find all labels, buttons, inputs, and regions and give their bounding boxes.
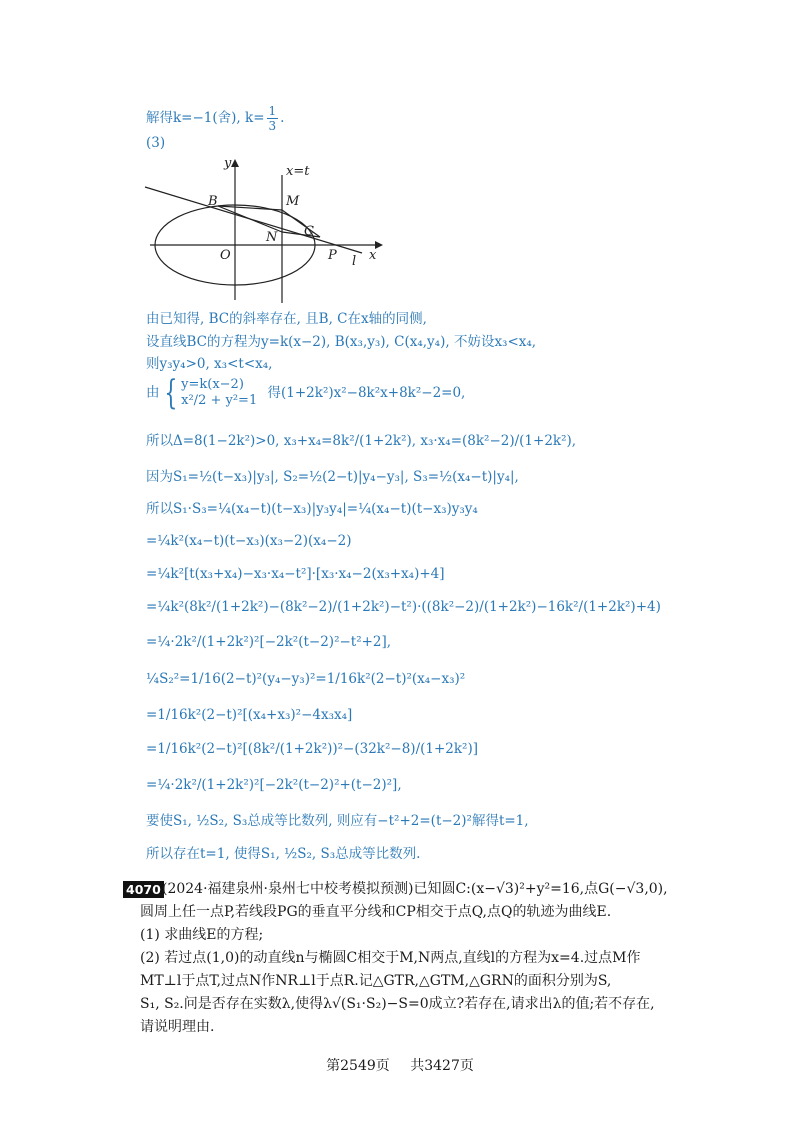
eq-line-1: =¼k²(x₄−t)(t−x₃)(x₃−2)(x₄−2) — [146, 533, 352, 549]
eq-line-7: =¼·2k²/(1+2k²)²[−2k²(t−2)²+(t−2)²], — [146, 777, 402, 793]
fraction: $\frac{1}{3}$ — [268, 104, 277, 133]
label-m: M — [286, 194, 300, 209]
ellipse-figure — [140, 155, 390, 305]
eq-line-6: =1/16k²(2−t)²[(8k²/(1+2k²))²−(32k²−8)/(1+2k²)] — [146, 741, 478, 757]
solution-line-1: 解得k=−1(舍), k= $\frac{1}{3}$ . — [146, 104, 285, 133]
solution-bc-2: 设直线BC的方程为y=k(x−2), B(x₃,y₃), C(x₄,y₄), 不妨设x₃<x₄, — [146, 334, 537, 350]
eq-line-4: =¼·2k²/(1+2k²)²[−2k²(t−2)²−t²+2], — [146, 634, 392, 650]
solution-bc-3: 则y₃y₄>0, x₃<t<x₄, — [146, 356, 273, 372]
s-definitions: 因为S₁=½(t−x₃)|y₃|, S₂=½(2−t)|y₄−y₃|, S₃=½(x₄−t)|y₄|, — [146, 469, 519, 485]
problem-line-5: MT⊥l于点T,过点N作NR⊥l于点R.记△GTR,△GTM,△GRN的面积分别为S, — [140, 973, 612, 989]
eq-line-3: =¼k²(8k²/(1+2k²)−(8k²−2)/(1+2k²)−t²)·((8k²−2)/(1+2k²)−16k²/(1+2k²)+4) — [146, 599, 661, 615]
page-footer — [0, 1055, 800, 1075]
condition-line: 要使S₁, ½S₂, S₃总成等比数列, 则应有−t²+2=(t−2)²解得t=1, — [146, 813, 529, 829]
solution-text: 解得k=−1(舍), k= — [146, 110, 265, 126]
label-n: N — [266, 230, 278, 245]
label-x-eq-t: x=t — [286, 164, 310, 179]
label-c: C — [304, 224, 314, 239]
label-l: l — [352, 254, 357, 269]
problem-line-6: S₁, S₂.问是否存在实数λ,使得λ√(S₁·S₂)−S=0成立?若存在,请求出λ的值;若不存在, — [140, 996, 655, 1012]
eq-line-5: =1/16k²(2−t)²[(x₄+x₃)²−4x₃x₄] — [146, 707, 353, 723]
label-o: O — [220, 248, 231, 263]
problem-line-3: (1) 求曲线E的方程; — [140, 927, 264, 943]
problem-line-1: (2024·福建泉州·泉州七中校考模拟预测)已知圆C:(x−√3)²+y²=16,点G(−√3,0), — [162, 881, 668, 897]
part-3-label: (3) — [146, 135, 166, 151]
system-equation: 由 { y=k(x−2) x²/2 + y²=1 得(1+2k²)x²−8k²x+8k²−2=0, — [146, 373, 466, 413]
page-number: 第2549页 — [326, 1058, 390, 1074]
label-y: y — [224, 156, 232, 171]
label-x: x — [369, 248, 377, 263]
solution-bc-1: 由已知得, BC的斜率存在, 且B, C在x轴的同侧, — [146, 311, 427, 327]
s2-squared: ¼S₂²=1/16(2−t)²(y₄−y₃)²=1/16k²(2−t)²(x₄−x₃)² — [146, 671, 466, 687]
total-pages: 共3427页 — [410, 1058, 474, 1074]
label-b: B — [208, 194, 218, 209]
label-p: P — [328, 248, 337, 263]
problem-line-4: (2) 若过点(1,0)的动直线n与椭圆C相交于M,N两点,直线l的方程为x=4.过点M作 — [140, 950, 641, 966]
problem-line-7: 请说明理由. — [140, 1019, 215, 1035]
delta-line: 所以Δ=8(1−2k²)>0, x₃+x₄=8k²/(1+2k²), x₃·x₄=(8k²−2)/(1+2k²), — [146, 433, 577, 449]
s1-s3-product: 所以S₁·S₃=¼(x₄−t)(t−x₃)|y₃y₄|=¼(x₄−t)(t−x₃)y₃y₄ — [146, 501, 478, 517]
problem-number-badge: 4070 — [123, 881, 164, 898]
eq-line-2: =¼k²[t(x₃+x₄)−x₃·x₄−t²]·[x₃·x₄−2(x₃+x₄)+4] — [146, 566, 445, 582]
problem-line-2: 圆周上任一点P,若线段PG的垂直平分线和CP相交于点Q,点Q的轨迹为曲线E. — [140, 904, 612, 920]
conclusion-line: 所以存在t=1, 使得S₁, ½S₂, S₃总成等比数列. — [146, 846, 421, 862]
